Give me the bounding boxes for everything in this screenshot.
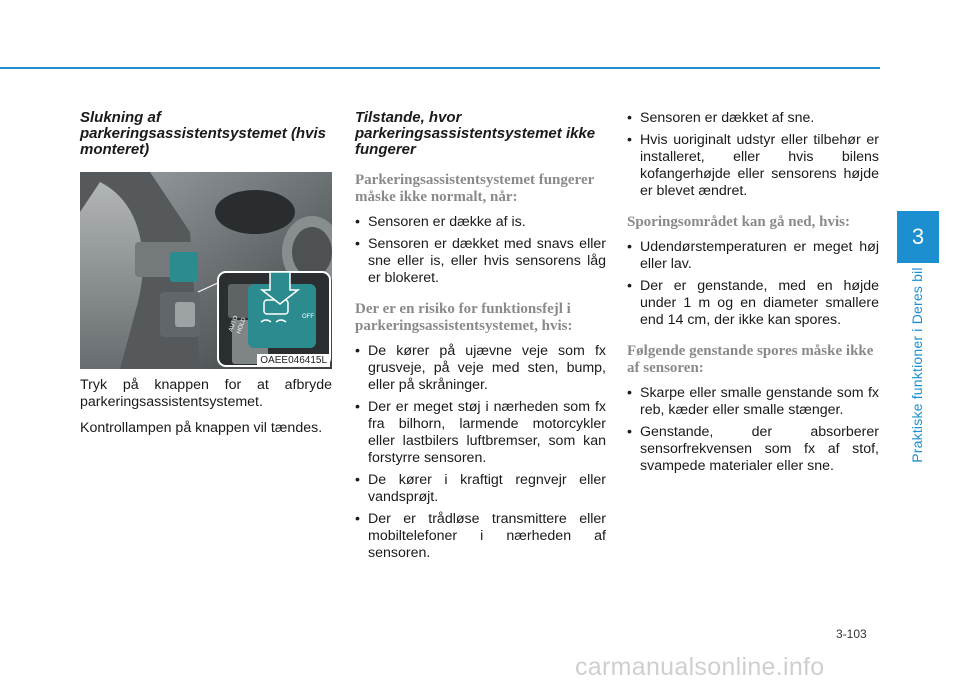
paragraph: Tryk på knappen for at afbryde parkeringsassistentsystemet. [80,377,332,410]
chapter-tab: 3 [897,211,939,263]
bullet-list [627,385,879,475]
bullet-list [355,214,606,287]
subheading: Sporingsområdet kan gå ned, hvis: [627,214,850,230]
off-label: OFF [302,314,314,320]
chapter-title: Praktiske funktioner i Deres bil [909,267,925,463]
console-illustration [80,172,332,369]
watermark: carmanualsonline.info [575,653,825,681]
button-highlight [170,252,198,282]
list-item: • Sensoren er dække af is. [355,214,526,230]
console-figure [80,172,332,369]
subheading: Der er en risiko for funktionsfejl i parkeringsassistentsystemet, hvis: [355,301,573,334]
hold-label: HOLD [236,316,248,335]
list-item: • Der er trådløse transmittere eller mobiltelefoner i nærheden af sensoren. [355,511,606,561]
page-number: 3-103 [836,627,867,641]
list-item: • De kører i kraftigt regnvejr eller vandsprøjt. [355,472,606,505]
bullet-list [627,239,879,329]
list-item: • Hvis uoriginalt udstyr eller tilbehør er installeret, eller hvis bilens kofangerhøjde eller sensorens højde er blevet ændret. [627,132,879,199]
list-item: • De kører på ujævne veje som fx grusveje, på veje med sten, bump, eller på skråninger. [355,343,606,393]
list-item: • Skarpe eller smalle genstande som fx reb, kæder eller smalle stænger. [627,385,879,418]
list-item: • Genstande, der absorberer sensorfrekvensen som fx af stof, svampede materialer eller sne. [627,424,879,474]
figure-code: OAEE046415L [257,354,330,367]
bullet-list [627,110,879,200]
subheading: Følgende genstande spores måske ikke af sensoren: [627,343,874,376]
paragraph: Kontrollampen på knappen vil tændes. [80,420,323,436]
section-heading-conditions: Tilstande, hvor parkeringsassistentsystemet ikke fungerer [355,109,596,158]
auto-hold-label: AUTO [228,315,240,333]
column-3 [627,110,879,489]
list-item: • Sensoren er dækket med snavs eller sne eller is, eller hvis sensorens låg er blokeret. [355,236,606,286]
subheading: Parkeringsassistentsystemet fungerer måske ikke normalt, når: [355,172,594,205]
column-1 [80,110,332,446]
bullet-list [355,343,606,562]
list-item: • Der er meget støj i nærheden som fx fra bilhorn, larmende motorcykler eller lastbilers luftbremser, som kan forstyrre sensoren. [355,399,606,466]
list-item: • Udendørstemperaturen er meget høj eller lav. [627,239,879,272]
list-item: • Der er genstande, med en højde under 1 m og en diameter smallere end 14 cm, der ikke kan spores. [627,278,879,328]
column-2 [355,110,606,576]
header-rule [0,67,880,69]
section-heading-deactivate: Slukning af parkeringsassistentsystemet (hvis monteret) [80,109,326,158]
list-item: • Sensoren er dækket af sne. [627,110,815,126]
